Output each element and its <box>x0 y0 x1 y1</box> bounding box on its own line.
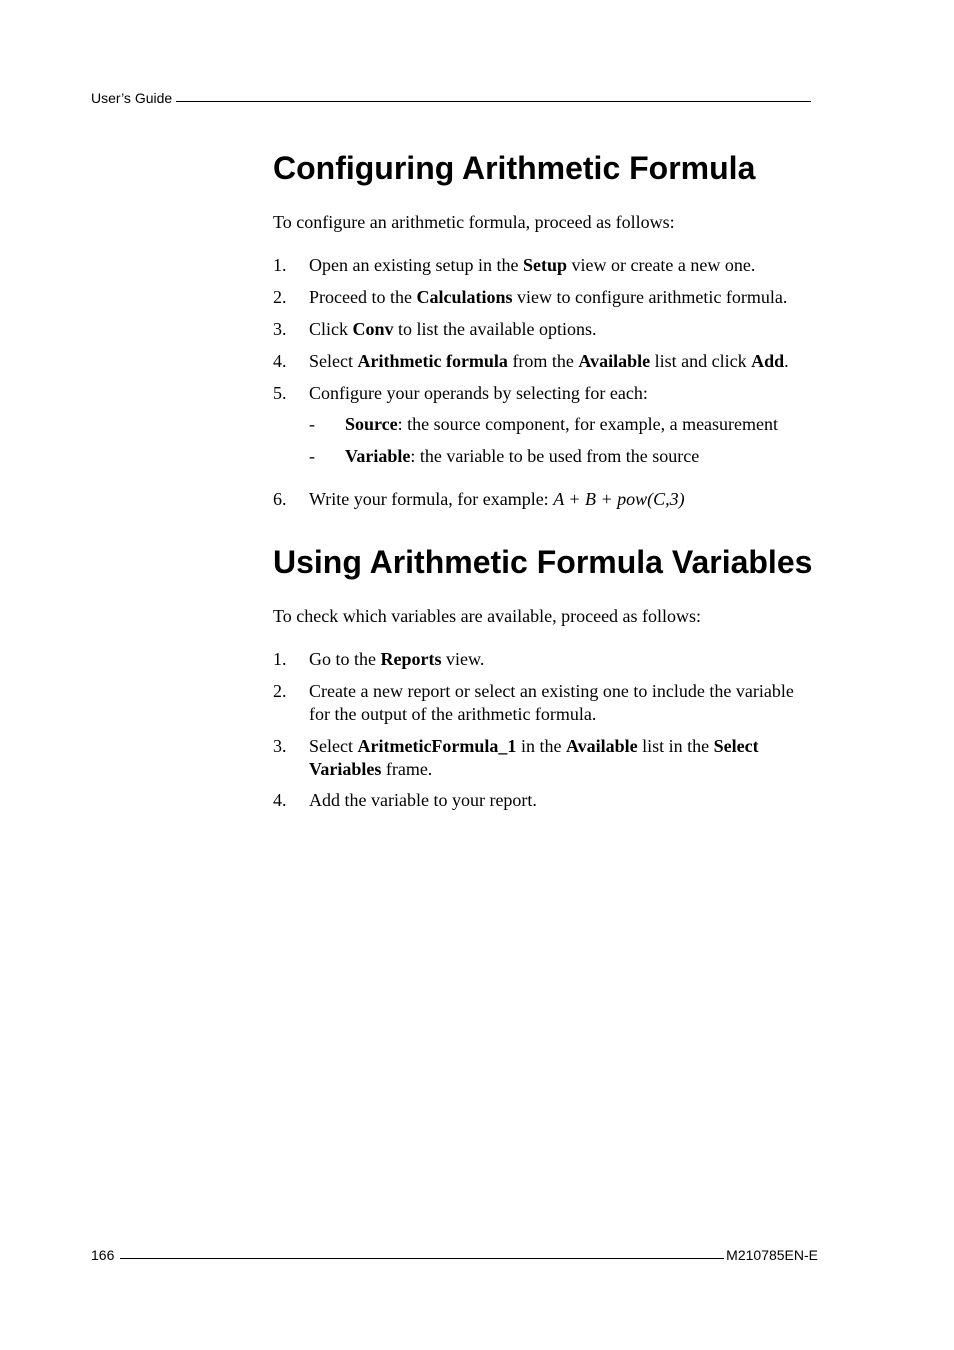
page-number: 166 <box>91 1247 115 1263</box>
footer-rule <box>120 1258 724 1259</box>
section1-intro: To configure an arithmetic formula, proceed as follows: <box>273 212 675 232</box>
page-footer <box>91 1243 818 1263</box>
section-title-using: Using Arithmetic Formula Variables <box>273 544 813 580</box>
section2-intro: To check which variables are available, proceed as follows: <box>273 606 702 626</box>
page-header <box>91 86 811 106</box>
header-title: User’s Guide <box>91 90 173 106</box>
section-title-configuring: Configuring Arithmetic Formula <box>273 150 756 186</box>
header-rule <box>176 101 811 102</box>
document-code: M210785EN-E <box>726 1247 818 1263</box>
